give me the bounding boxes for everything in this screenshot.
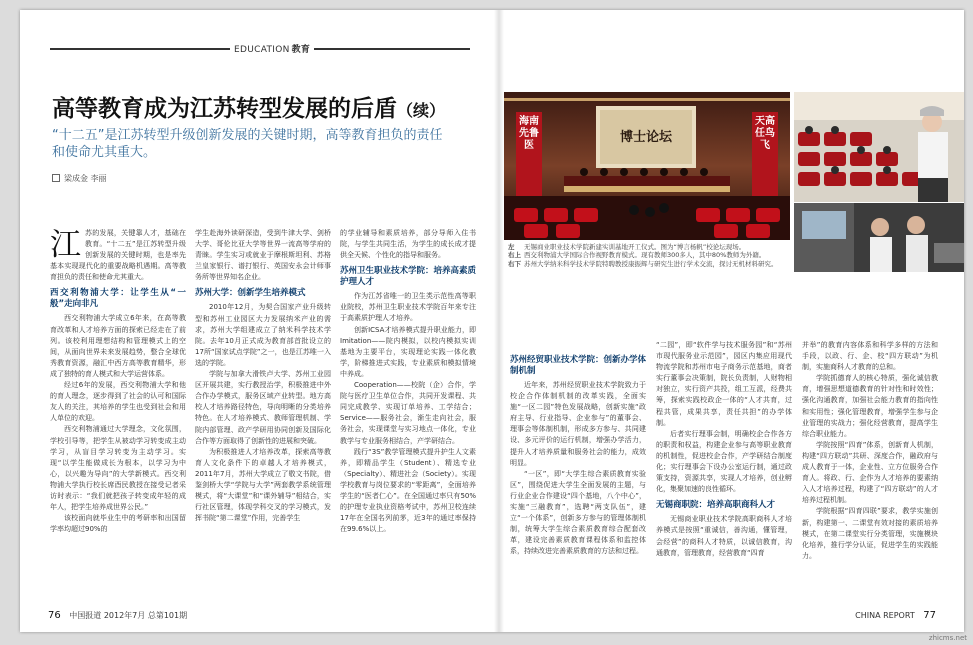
paragraph: Cooperation——校院（企）合作，学院与医疗卫生单位合作，共同开发课程、共同完成教学、实现订单培养、工学结合；Service——服务社会，渐生走向社会，服务社会，实现课堂与实习地点一体化，专业教学与专业服务相结合，产学研结合。 [340, 381, 476, 445]
paragraph: 苏的发展，关键靠人才，基础在教育。“十二五”是江苏转型升级创新发展的关键时期，也是率先基本实现现代化的重要战略机遇期。高等教育担负的责任和使命尤其重大。 [50, 229, 186, 282]
page-number-left: 76 [48, 610, 61, 621]
text-column-1 [50, 228, 186, 606]
caption-text: 无锡商业职业技术学院新建实训基地开工仪式。图为“博言杨帆”校论坛现场。 [524, 243, 746, 251]
paragraph: 学院抓德育人的核心特质，强化诚信教育，增强思想道德教育的针对性和时效性；强化沟通教育，加强社会能力教育的指向性和实用性；强化管理教育，增强学生参与企业管理的实战力；强化经营教育，提高学生综合职业能力。 [802, 374, 938, 438]
paragraph: 学生赴海外读研深造，受到牛津大学、剑桥大学、哥伦比亚大学等世界一流高等学府的青睐。学生实习或就业于摩根斯坦利、苏格兰皇家银行、谱打银行、英国安永会计师事务所等世界知名企业。 [195, 229, 331, 282]
paragraph: 并举”的教育内容体系和科学多样的方法和手段，以政、行、企、校“四方联动”为机制，实施商科人才教育的总和。 [802, 341, 938, 372]
text-column-4 [510, 350, 646, 606]
footer-right [855, 610, 936, 621]
section-heading: 苏州经贸职业技术学院：创新办学体制机制 [510, 355, 646, 376]
caption-row [508, 251, 790, 259]
paragraph: 作为江苏省唯一的卫生类示范性高等职业院校，苏州卫生职业技术学院百年来专注于高素质护理人才培养。 [340, 292, 476, 323]
paragraph: 的学业辅导和素质培养，部分导师入住书院，与学生共同生活，为学生的成长成才提供全天候、个性化的指导和服务。 [340, 229, 476, 260]
section-heading: 苏州大学：创新学生培养模式 [195, 288, 306, 299]
photo-caption [508, 243, 790, 268]
page-gutter [494, 10, 504, 632]
lecture-illustration [794, 92, 964, 202]
drop-cap: 江 [50, 228, 81, 263]
byline-authors: 梁成金 李丽 [64, 174, 107, 183]
article-subtitle: “十二五”是江苏转型升级创新发展的关键时期，高等教育担负的责任和使命尤其重大。 [52, 128, 443, 160]
paragraph: 学院与加拿大滑铁卢大学、苏州工业园区开展共建，实行教授治学，积极推进中外合作办学模式，服务区域产业转型。地方高校人才培养路径特色，导向明晰的分类培养特色。在人才培养模式、教师管理机制、学院内部管理、政产学研用协同创新及国际化合作等方面取得了创新性的进展和突破。 [195, 370, 331, 445]
caption-tag: 右上 [508, 251, 521, 260]
section-heading: 无锡商职院：培养高职商科人才 [656, 500, 776, 511]
article-title-suffix: （续） [397, 101, 446, 120]
section-label-en: EDUCATION [234, 45, 290, 55]
caption-tag: 右下 [508, 259, 521, 268]
paragraph: “一区”，即“大学生综合素质教育实验区”，围绕促进大学生全面发展的主题，与行业企业合作建设“四个基地，八个中心”，实施“三融教育”，选聘“两支队伍”，建立“一个体系”，创新多方参与的管理体制机制，统筹大学生综合素质教育综合配套改革，建设完善素质教育课程体系和监控体系，持续改进完善素质教育的方法和过程。 [510, 469, 646, 556]
paragraph: 2010年12月，为契合国家产业升级转型和苏州工业园区大力发展纳米产业的需求，苏州大学组建成立了纳米科学技术学院。去年10月正式成为教育部首批设立的17所“国家试点学院”之一，也是江苏唯一入选的学院。 [195, 303, 331, 367]
paragraph: 创新ICSA才培养模式提升职业能力，即Imitation——院内模拟，以校内模拟实训基地为主要平台，实现理论实践一体化教学，阶梯推进式实践，专业素质和模拟情境中养成。 [340, 325, 476, 378]
photo-forum-stage [504, 92, 790, 240]
forum-stage-illustration [504, 92, 790, 240]
caption-row [508, 260, 790, 268]
paragraph: 近年来，苏州经贸职业技术学院致力于校企合作体制机制的改革实践，全面实施“一区二园”特色发展战略，创新实施“政府主导、行业指导、企业参与”的董事会、理事会等体制机制，形成多方参与、共同建设、多元评价的运行机制，增强办学活力，提升人才培养质量和服务社会的能力，成效明显。 [510, 381, 646, 467]
stage-screen-text: 博士论坛 [619, 130, 672, 145]
text-column-6 [802, 340, 938, 606]
paragraph: 践行“3S”教学管理模式提升护生人文素养，即精品学生（Student）、精选专业（Specialty）、精进社会（Society）。实现学校教育与岗位要求的“零距离”，全面培养学生的“医者仁心”。在全国通过率只有50%的护理专业执业资格考试中，苏州卫校连续17年在全国名列前茅，近3年的通过率保持在99.6%以上。 [340, 447, 476, 534]
caption-text: 苏州大学纳米科学技术学院特聘教授康振辉与研究生进行学术交流，探讨无机材料研究。 [524, 259, 778, 268]
laboratory-illustration [794, 203, 964, 272]
byline [52, 173, 107, 184]
section-header [50, 42, 470, 56]
paragraph: 学院根据“四育四联”要求，教学实施创新，构建第一、二课堂有效对接的素质培养模式，在第二课堂实行分类管理，实施模块化培养，推行学分认证，促进学生的实践能力。 [802, 507, 938, 560]
paragraph: 西交利物浦通过大学理念，文化氛围，学校引导等，把学生从被动学习转变成主动学习，从盲目学习转变为主动学习。实现“以学生能做成长为根本，以学习为中心，以兴趣为导向”的大学新模式。西交利物浦大学执行校长席酉民教授在接受记者采访时表示：“我们就把孩子转变成年轻的成年人，把学生培养成世界公民。” [50, 425, 186, 512]
paragraph: 为积极推进人才培养改革，探索高等教育人文化条件下的卓越人才培养模式，2011年7月，苏州大学成立了敬文书院，借鉴剑桥大学“学院与大学”两套教学系统管理模式，将“大课堂”和“课外辅导”相结合，实行社区管理，体现学科交叉的学习模式，发挥书院“第二课堂”作用，完善学生 [195, 447, 331, 523]
magazine-spread [20, 10, 964, 632]
paragraph: 西交利物浦大学成立6年来，在高等教育改革和人才培养方面的探索已经走在了前列。该校利用理想结构和管理模式上的空间，从面向世界未来发展趋势，整合全球优秀教育资源，融汇中西方高等教育精华，形成了独特的育人模式和大学运营体系。 [50, 314, 186, 378]
paragraph: 后者实行理事会制，明确校企合作各方的职责和权益，构建企业参与高等职业教育的机制性，促进校企合作，产学研结合制度化；实行理事会下设办公室运行制，通过政策支持，资源共享，实现人才培养，创业孵化，集聚加速的良性循环。 [656, 429, 792, 494]
article-title [52, 90, 445, 123]
paragraph: 学院按照“四育”体系，创新育人机制，构建“四方联动”共研、深度合作，融政府与成人教育于一体，企业性、立方位服务合作育人。将政、行、企作为人才培养的要素纳入人才培养过程，构建了“四方联动”的人才培养过程机制。 [802, 440, 938, 505]
photo-laboratory [794, 203, 964, 272]
paragraph: 该校面向就毕业生中的考研率和出国留学率均超过90%的 [50, 514, 186, 534]
footer-left [48, 610, 187, 621]
section-label-cn: 教育 [291, 45, 311, 55]
footer-right-text: CHINA REPORT [855, 611, 915, 620]
paragraph: 无锡商业职业技术学院高职商科人才培养模式是按照“重诚信，善沟通，懂管理，会经营”的商科人才特质，以诚信教育，沟通教育，管理教育，经营教育“四育 [656, 515, 792, 557]
text-column-5 [656, 340, 792, 606]
paragraph: “二园”，即“软件学与技术服务园”和“苏州市现代服务业示范园”，园区内集应用现代物流学院和苏州市电子商务示范基地，商者实行董事会决策制，院长负责制，人财物相对独立，实行资产共投，组工互派，经费共筹，探索实践校政企一体的“人才共育，过程共管，成果共享，责任共担”的办学体制。 [656, 341, 792, 427]
article-title-main: 高等教育成为江苏转型发展的后盾 [52, 95, 397, 122]
section-heading: 西交利物浦大学：让学生从“一般”走向非凡 [50, 288, 186, 310]
banner-left: 海南先鲁医 [519, 116, 539, 151]
watermark-text: zhicms.net [928, 634, 967, 642]
paragraph: 经过6年的发展，西交利物浦大学和他的育人理念，逐步得到了社会的认可和国际友人的关注，其培养的学生也受到社会和用人单位的欢迎。 [50, 381, 186, 423]
page-number-right: 77 [923, 610, 936, 621]
text-column-2 [195, 228, 331, 606]
section-heading: 苏州卫生职业技术学院：培养高素质护理人才 [340, 266, 476, 288]
photo-lecture [794, 92, 964, 202]
footer-left-text: 中国报道 2012年7月 总第101期 [69, 611, 188, 620]
section-label [230, 42, 314, 55]
byline-box-icon [52, 174, 60, 182]
banner-right: 天高任鸟飞 [755, 116, 775, 151]
text-column-3 [340, 228, 476, 606]
caption-text: 西交利物浦大学国际合作视野教育模式。现有教师300多人，其中80%教师为外籍。 [524, 251, 766, 260]
caption-tag: 左 [508, 243, 515, 251]
